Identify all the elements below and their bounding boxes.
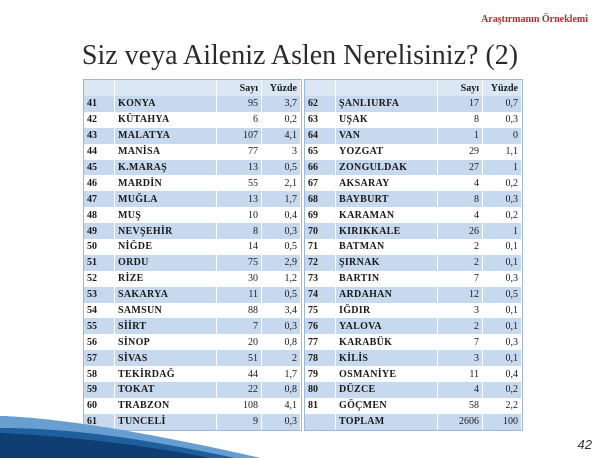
- row-number: 53: [84, 287, 115, 303]
- row-count: 4: [438, 175, 483, 191]
- table-row: [305, 160, 522, 176]
- slide-title: Siz veya Aileniz Aslen Nerelisiniz? (2): [81, 40, 519, 71]
- province-name: SİVAS: [115, 350, 217, 366]
- row-count: 4: [438, 382, 483, 398]
- province-name: NEVŞEHİR: [115, 223, 217, 239]
- row-percent: 3,4: [262, 303, 301, 319]
- row-number: 42: [84, 112, 115, 128]
- table-row: [305, 191, 522, 207]
- row-count: 9: [217, 414, 262, 430]
- province-name: NİĞDE: [115, 239, 217, 255]
- province-name: SİNOP: [115, 334, 217, 350]
- row-count: 2: [438, 255, 483, 271]
- row-percent: 0,5: [262, 239, 301, 255]
- province-name: BAYBURT: [336, 191, 438, 207]
- row-count: 11: [438, 366, 483, 382]
- header-name-cell: [115, 80, 217, 96]
- province-name: KÜTAHYA: [115, 112, 217, 128]
- row-number: 44: [84, 144, 115, 160]
- row-percent: 4,1: [262, 128, 301, 144]
- province-name: YOZGAT: [336, 144, 438, 160]
- province-name: GÖÇMEN: [336, 398, 438, 414]
- province-name: TUNCELİ: [115, 414, 217, 430]
- row-count: 13: [217, 160, 262, 176]
- table-row: [305, 414, 522, 430]
- row-number: 43: [84, 128, 115, 144]
- province-name: OSMANİYE: [336, 366, 438, 382]
- row-number: 46: [84, 175, 115, 191]
- row-number: 54: [84, 303, 115, 319]
- row-percent: 0,2: [262, 112, 301, 128]
- row-count: 20: [217, 334, 262, 350]
- table-row: [305, 112, 522, 128]
- row-percent: 0,3: [483, 334, 522, 350]
- table-header-row: [305, 80, 522, 96]
- row-percent: 0,4: [483, 366, 522, 382]
- province-name: KONYA: [115, 96, 217, 112]
- row-percent: 0,8: [262, 382, 301, 398]
- province-name: SİİRT: [115, 318, 217, 334]
- province-name: IĞDIR: [336, 303, 438, 319]
- row-count: 14: [217, 239, 262, 255]
- row-number: 79: [305, 366, 336, 382]
- row-number: 63: [305, 112, 336, 128]
- row-percent: 1,1: [483, 144, 522, 160]
- row-count: 2: [438, 239, 483, 255]
- row-percent: 0,5: [483, 287, 522, 303]
- row-number: 45: [84, 160, 115, 176]
- row-count: 8: [217, 223, 262, 239]
- decorative-swoosh: [0, 378, 260, 458]
- row-number: 55: [84, 318, 115, 334]
- row-count: 108: [217, 398, 262, 414]
- row-number: 78: [305, 350, 336, 366]
- row-percent: 0,4: [262, 207, 301, 223]
- row-number: 48: [84, 207, 115, 223]
- table-row: [305, 366, 522, 382]
- row-number: 70: [305, 223, 336, 239]
- province-name: MARDİN: [115, 175, 217, 191]
- province-name: KIRIKKALE: [336, 223, 438, 239]
- row-percent: 0,3: [483, 112, 522, 128]
- row-percent: 2: [262, 350, 301, 366]
- row-number: 68: [305, 191, 336, 207]
- row-percent: 0,1: [483, 255, 522, 271]
- table-row: [305, 382, 522, 398]
- row-number: 60: [84, 398, 115, 414]
- row-percent: 3: [262, 144, 301, 160]
- table-row: [84, 239, 301, 255]
- row-number: 69: [305, 207, 336, 223]
- province-name: ŞANLIURFA: [336, 96, 438, 112]
- province-name: YALOVA: [336, 318, 438, 334]
- province-name: TOPLAM: [336, 414, 438, 430]
- province-name: BARTIN: [336, 271, 438, 287]
- page-number: 42: [577, 437, 592, 452]
- header-percent: Yüzde: [262, 80, 301, 96]
- row-count: 77: [217, 144, 262, 160]
- table-row: [305, 398, 522, 414]
- province-name: ŞIRNAK: [336, 255, 438, 271]
- row-percent: 1,2: [262, 271, 301, 287]
- row-count: 17: [438, 96, 483, 112]
- row-number: 56: [84, 334, 115, 350]
- table-row: [305, 334, 522, 350]
- row-percent: 0: [483, 128, 522, 144]
- row-count: 2: [438, 318, 483, 334]
- top-label: Araştırmanın Örneklemi: [481, 14, 588, 25]
- row-percent: 0,3: [262, 223, 301, 239]
- table-row: [84, 255, 301, 271]
- table-row: [84, 271, 301, 287]
- row-number: 72: [305, 255, 336, 271]
- row-number: 77: [305, 334, 336, 350]
- row-count: 27: [438, 160, 483, 176]
- table-header-row: [84, 80, 301, 96]
- table-row: [84, 128, 301, 144]
- table-right: [305, 80, 522, 430]
- row-number: 50: [84, 239, 115, 255]
- row-percent: 0,5: [262, 287, 301, 303]
- row-percent: 0,2: [483, 207, 522, 223]
- row-number: 62: [305, 96, 336, 112]
- row-number: 65: [305, 144, 336, 160]
- row-percent: 0,8: [262, 334, 301, 350]
- table-row: [305, 96, 522, 112]
- row-percent: 0,3: [262, 318, 301, 334]
- row-count: 13: [217, 191, 262, 207]
- province-name: SAMSUN: [115, 303, 217, 319]
- row-number: 51: [84, 255, 115, 271]
- row-number: 80: [305, 382, 336, 398]
- table-row: [84, 350, 301, 366]
- row-percent: 3,7: [262, 96, 301, 112]
- row-count: 2606: [438, 414, 483, 430]
- province-name: MALATYA: [115, 128, 217, 144]
- table-row: [305, 271, 522, 287]
- header-no-cell: [84, 80, 115, 96]
- table-row: [305, 287, 522, 303]
- row-number: 66: [305, 160, 336, 176]
- row-count: 8: [438, 112, 483, 128]
- row-percent: 1,7: [262, 366, 301, 382]
- row-count: 7: [438, 271, 483, 287]
- province-name: ZONGULDAK: [336, 160, 438, 176]
- row-count: 3: [438, 350, 483, 366]
- province-name: K.MARAŞ: [115, 160, 217, 176]
- table-row: [305, 207, 522, 223]
- row-percent: 0,7: [483, 96, 522, 112]
- row-percent: 1: [483, 223, 522, 239]
- row-number: 75: [305, 303, 336, 319]
- row-number: 49: [84, 223, 115, 239]
- header-percent: Yüzde: [483, 80, 522, 96]
- table-row: [84, 318, 301, 334]
- row-number: 59: [84, 382, 115, 398]
- row-percent: 0,3: [483, 271, 522, 287]
- row-percent: 0,1: [483, 318, 522, 334]
- row-percent: 0,2: [483, 382, 522, 398]
- row-percent: 0,3: [483, 191, 522, 207]
- row-percent: 0,1: [483, 350, 522, 366]
- row-count: 107: [217, 128, 262, 144]
- row-number: 47: [84, 191, 115, 207]
- table-row: [84, 96, 301, 112]
- province-name: TRABZON: [115, 398, 217, 414]
- row-number: 64: [305, 128, 336, 144]
- row-count: 88: [217, 303, 262, 319]
- row-percent: 1: [483, 160, 522, 176]
- header-count: Sayı: [217, 80, 262, 96]
- row-number: [305, 414, 336, 430]
- row-count: 30: [217, 271, 262, 287]
- row-number: 81: [305, 398, 336, 414]
- row-percent: 0,1: [483, 303, 522, 319]
- row-percent: 2,9: [262, 255, 301, 271]
- row-count: 51: [217, 350, 262, 366]
- province-name: KARABÜK: [336, 334, 438, 350]
- province-name: KİLİS: [336, 350, 438, 366]
- table-row: [305, 144, 522, 160]
- province-name: AKSARAY: [336, 175, 438, 191]
- province-name: KARAMAN: [336, 207, 438, 223]
- table-row: [305, 255, 522, 271]
- row-percent: 0,1: [483, 239, 522, 255]
- row-percent: 0,2: [483, 175, 522, 191]
- province-name: RİZE: [115, 271, 217, 287]
- row-count: 8: [438, 191, 483, 207]
- table-row: [84, 303, 301, 319]
- row-count: 4: [438, 207, 483, 223]
- province-name: MANİSA: [115, 144, 217, 160]
- row-count: 3: [438, 303, 483, 319]
- row-percent: 2,2: [483, 398, 522, 414]
- table-row: [84, 175, 301, 191]
- table-row: [305, 239, 522, 255]
- row-number: 41: [84, 96, 115, 112]
- province-name: TOKAT: [115, 382, 217, 398]
- row-count: 58: [438, 398, 483, 414]
- row-count: 1: [438, 128, 483, 144]
- table-row: [305, 303, 522, 319]
- province-name: SAKARYA: [115, 287, 217, 303]
- row-percent: 1,7: [262, 191, 301, 207]
- table-row: [305, 128, 522, 144]
- row-count: 7: [217, 318, 262, 334]
- row-number: 61: [84, 414, 115, 430]
- row-count: 6: [217, 112, 262, 128]
- province-name: DÜZCE: [336, 382, 438, 398]
- row-count: 22: [217, 382, 262, 398]
- province-name: ORDU: [115, 255, 217, 271]
- row-number: 57: [84, 350, 115, 366]
- province-name: ARDAHAN: [336, 287, 438, 303]
- row-percent: 4,1: [262, 398, 301, 414]
- row-count: 95: [217, 96, 262, 112]
- row-number: 52: [84, 271, 115, 287]
- table-row: [84, 287, 301, 303]
- province-name: VAN: [336, 128, 438, 144]
- row-count: 55: [217, 175, 262, 191]
- row-percent: 0,5: [262, 160, 301, 176]
- table-row: [305, 350, 522, 366]
- province-name: TEKİRDAĞ: [115, 366, 217, 382]
- province-name: MUŞ: [115, 207, 217, 223]
- row-percent: 100: [483, 414, 522, 430]
- row-percent: 2,1: [262, 175, 301, 191]
- table-row: [84, 160, 301, 176]
- table-row: [84, 144, 301, 160]
- table-row: [305, 223, 522, 239]
- province-name: UŞAK: [336, 112, 438, 128]
- row-percent: 0,3: [262, 414, 301, 430]
- table-row: [305, 175, 522, 191]
- header-count: Sayı: [438, 80, 483, 96]
- row-number: 73: [305, 271, 336, 287]
- table-row: [305, 318, 522, 334]
- header-name-cell: [336, 80, 438, 96]
- row-count: 26: [438, 223, 483, 239]
- row-number: 58: [84, 366, 115, 382]
- row-number: 71: [305, 239, 336, 255]
- row-count: 44: [217, 366, 262, 382]
- row-count: 12: [438, 287, 483, 303]
- table-row: [84, 207, 301, 223]
- table-row: [84, 112, 301, 128]
- row-count: 11: [217, 287, 262, 303]
- row-number: 76: [305, 318, 336, 334]
- row-number: 67: [305, 175, 336, 191]
- header-no-cell: [305, 80, 336, 96]
- row-count: 10: [217, 207, 262, 223]
- row-number: 74: [305, 287, 336, 303]
- row-count: 7: [438, 334, 483, 350]
- province-name: MUĞLA: [115, 191, 217, 207]
- province-name: BATMAN: [336, 239, 438, 255]
- row-count: 75: [217, 255, 262, 271]
- table-row: [84, 334, 301, 350]
- row-count: 29: [438, 144, 483, 160]
- table-row: [84, 191, 301, 207]
- table-row: [84, 223, 301, 239]
